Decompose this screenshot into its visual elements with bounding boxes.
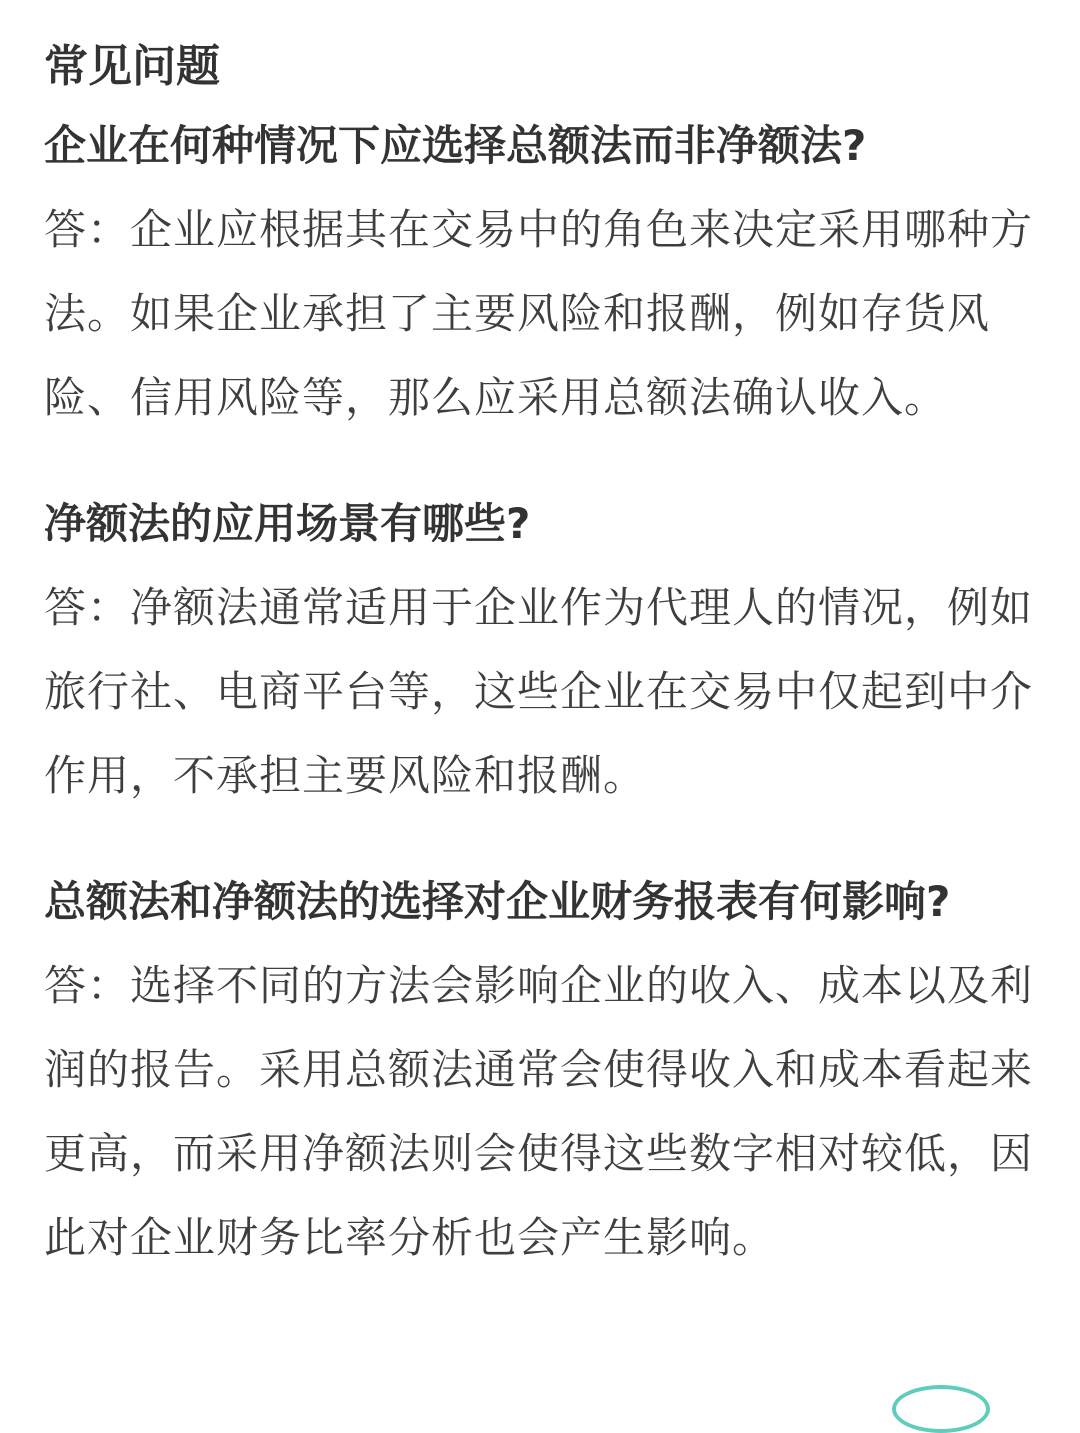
faq-section <box>44 30 1044 1280</box>
page-title: 常见问题 <box>44 41 220 92</box>
faq-item <box>44 482 1044 818</box>
faq-question: 总额法和净额法的选择对企业财务报表有何影响? <box>44 877 951 926</box>
faq-item <box>44 104 1044 440</box>
faq-question: 净额法的应用场景有哪些? <box>44 499 531 548</box>
faq-answer: 答：选择不同的方法会影响企业的收入、成本以及利润的报告。采用总额法通常会使得收入和成本看起来更高，而采用净额法则会使得这些数字相对较低，因此对企业财务比率分析也会产生影响。 <box>44 961 1034 1262</box>
faq-answer: 答：净额法通常适用于企业作为代理人的情况，例如旅行社、电商平台等，这些企业在交易中仅起到中介作用，不承担主要风险和报酬。 <box>44 583 1034 800</box>
decorative-shape <box>892 1385 990 1433</box>
faq-item <box>44 860 1044 1280</box>
faq-answer: 答：企业应根据其在交易中的角色来决定采用哪种方法。如果企业承担了主要风险和报酬，例如存货风险、信用风险等，那么应采用总额法确认收入。 <box>44 205 1034 422</box>
faq-question: 企业在何种情况下应选择总额法而非净额法? <box>44 121 867 170</box>
